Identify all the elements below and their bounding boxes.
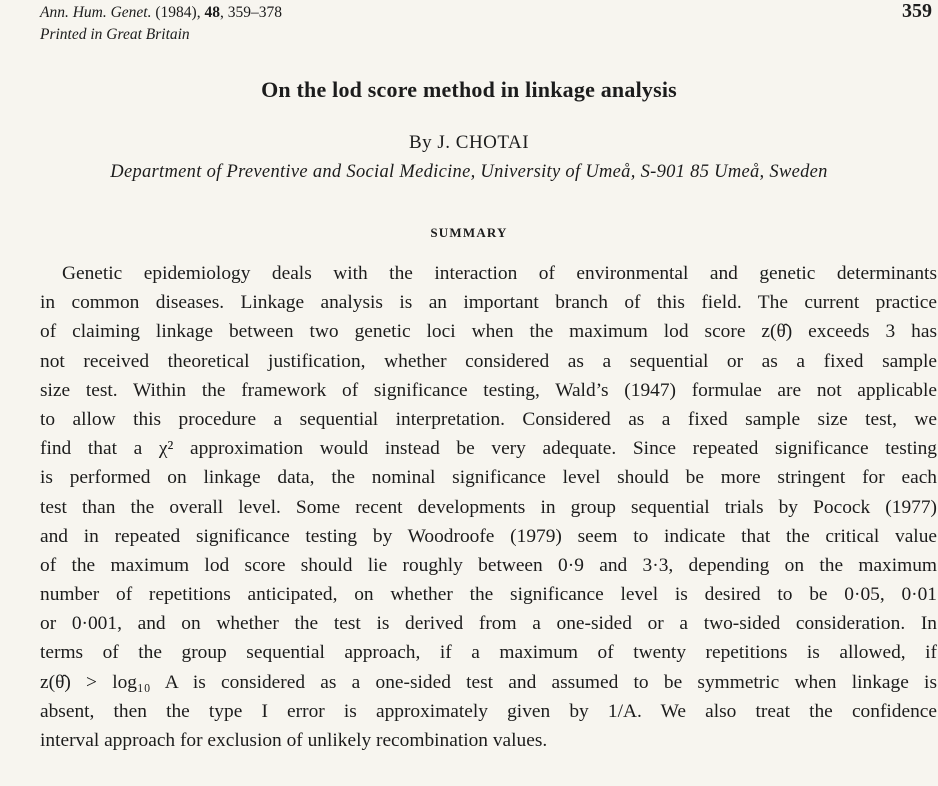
- author-affiliation: Department of Preventive and Social Medicine, University of Umeå, S-901 85 Umeå, Sweden: [110, 162, 828, 182]
- printed-in: Printed in Great Britain: [40, 26, 190, 43]
- summary-line: absent, then the type I error is approximately given by 1/A. We also treat the confidence: [40, 700, 937, 722]
- article-title: On the lod score method in linkage analysis: [261, 77, 677, 102]
- author-line: By J. CHOTAI: [408, 132, 530, 153]
- summary-line: and in repeated significance testing by Woodroofe (1979) seem to indicate that the critical value: [40, 525, 937, 547]
- summary-line: or 0·001, and on whether the test is derived from a one-sided or a two-sided consideration. In: [40, 613, 937, 635]
- journal-year: (1984),: [151, 4, 205, 21]
- summary-line: of the maximum lod score should lie roughly between 0·9 and 3·3, depending on the maximum: [40, 554, 937, 576]
- summary-line: of claiming linkage between two genetic loci when the maximum lod score z(θ̂) exceeds 3 has: [40, 321, 937, 343]
- summary-line: z(θ̂) > log₁₀ A is considered as a one-sided test and assumed to be symmetric when linkage is: [40, 671, 937, 693]
- summary-line: test than the overall level. Some recent developments in group sequential trials by Pocock (1977): [40, 496, 937, 518]
- journal-pages: , 359–378: [219, 4, 282, 21]
- summary-line: size test. Within the framework of significance testing, Wald’s (1947) formulae are not applicable: [40, 379, 937, 401]
- summary-body: [40, 259, 937, 755]
- summary-line: terms of the group sequential approach, if a maximum of twenty repetitions is allowed, if: [40, 642, 937, 664]
- summary-line: number of repetitions anticipated, on whether the significance level is desired to be 0·05, 0·01: [40, 584, 937, 606]
- running-header: [40, 2, 282, 46]
- summary-line: is performed on linkage data, the nominal significance level should be more stringent for each: [40, 467, 937, 489]
- summary-line: Genetic epidemiology deals with the interaction of environmental and genetic determinants: [62, 263, 937, 284]
- summary-line: interval approach for exclusion of unlikely recombination values.: [40, 730, 548, 751]
- summary-line: not received theoretical justification, whether considered as a sequential or as a fixed sample: [40, 350, 937, 372]
- summary-line: find that a χ² approximation would instead be very adequate. Since repeated significance testing: [40, 438, 937, 460]
- summary-line: in common diseases. Linkage analysis is an important branch of this field. The current practice: [40, 292, 937, 314]
- journal-volume: 48: [204, 4, 220, 21]
- journal-citation: [40, 2, 282, 24]
- journal-name: Ann. Hum. Genet.: [40, 4, 152, 21]
- summary-line: to allow this procedure a sequential interpretation. Considered as a fixed sample size test, we: [40, 408, 937, 430]
- summary-heading: SUMMARY: [430, 225, 508, 240]
- page-number: 359: [902, 0, 932, 22]
